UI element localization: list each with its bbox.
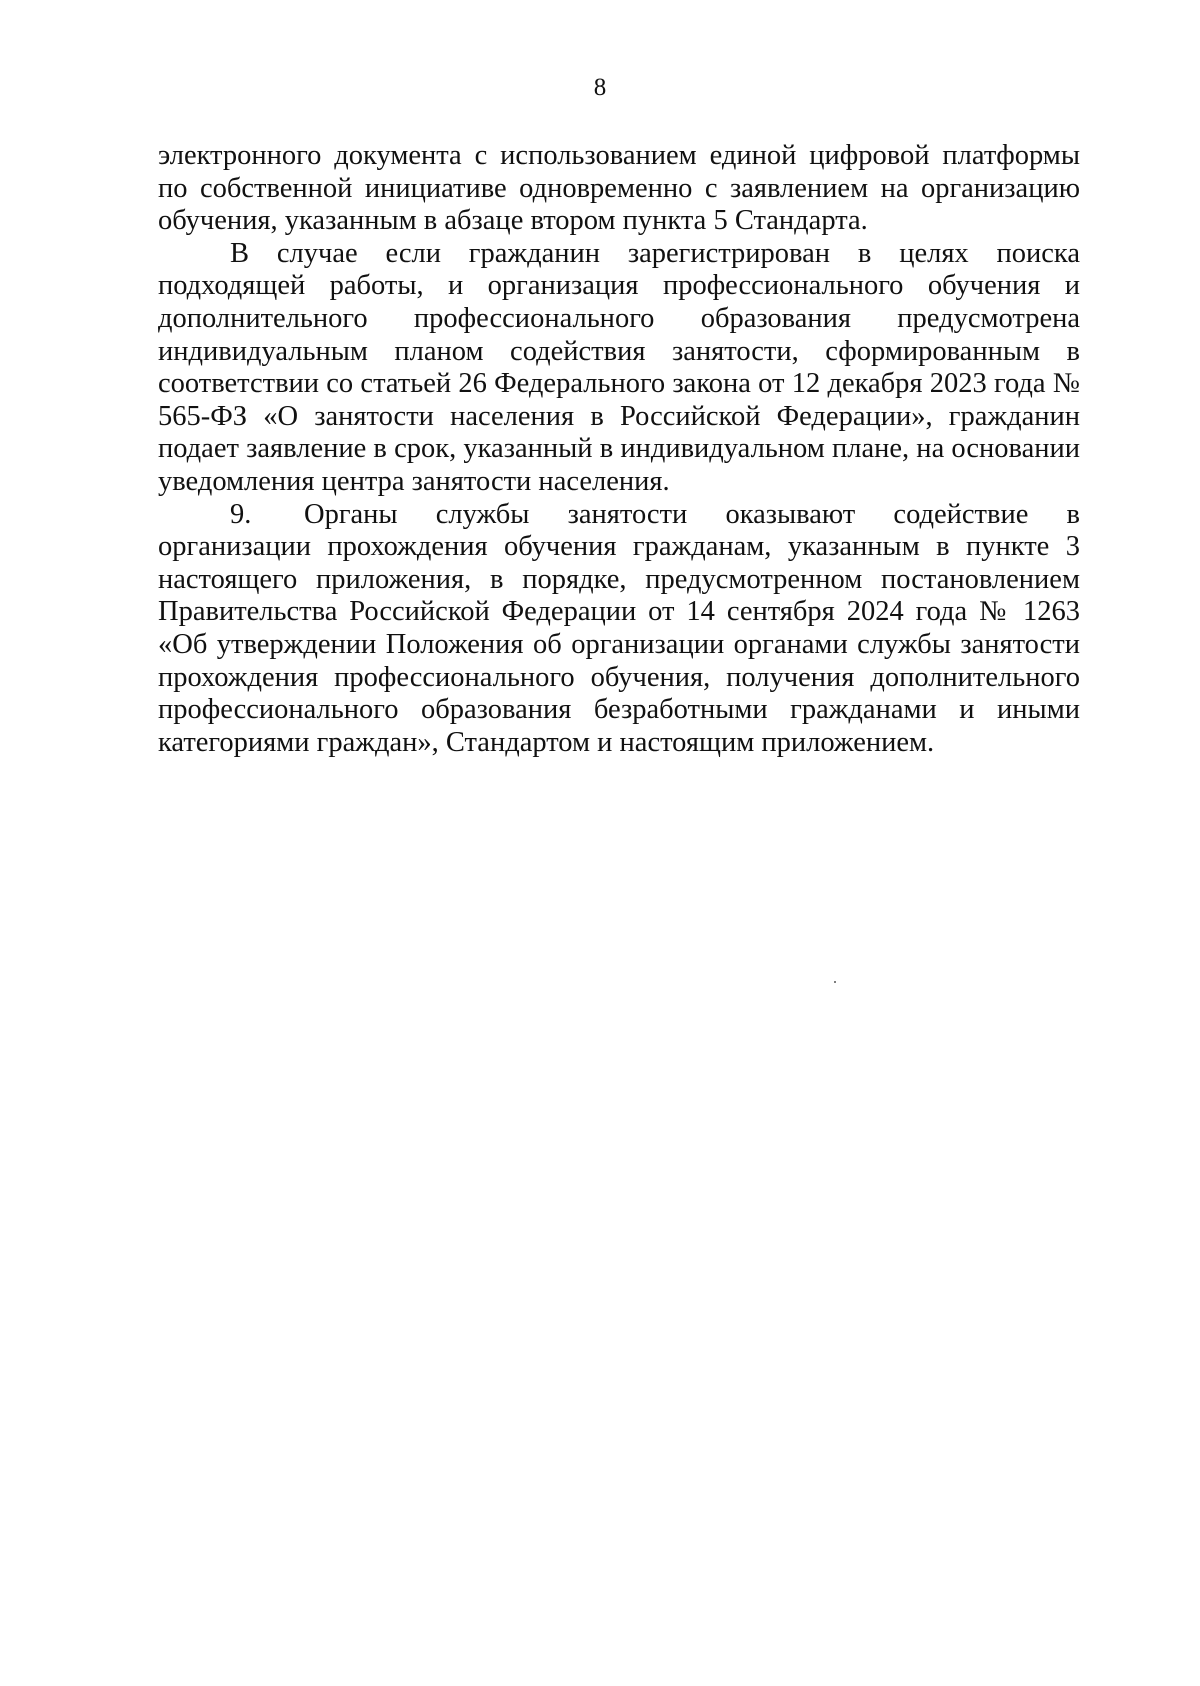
paragraph-item-9 <box>158 499 1080 760</box>
page-number: 8 <box>593 74 607 101</box>
paragraph-registered-citizen: В случае если гражданин зарегистрирован в целях поиска подходящей работы, и организация профессионального обучения и дополнительного профессионального образования предусмотрена индивидуальным планом содействия занятости, сформированным в соответствии со статьей 26 Федерального закона от 12 декабря 2023 года № 565-ФЗ «О занятости населения в Российской Федерации», гражданин подает заявление в срок, указанный в индивидуальном плане, на основании уведомления центра занятости населения. <box>158 237 1080 497</box>
scan-speck <box>834 981 836 983</box>
item-9-text: Органы службы занятости оказывают содействие в организации прохождения обучения гражданам, указанным в пункте 3 настоящего приложения, в порядке, предусмотренном постановлением Правительства Российской Федерации от 14 сентября 2024 года № 1263 «Об утверждении Положения об организации органами службы занятости прохождения профессионального обучения, получения дополнительного профессионального образования безработными гражданами и иными категориями граждан», Стандартом и настоящим приложением. <box>158 498 1080 758</box>
paragraph-continuation: электронного документа с использованием единой цифровой платформы по собственной инициативе одновременно с заявлением на организацию обучения, указанным в абзаце втором пункта 5 Стандарта. <box>158 140 1080 237</box>
document-body <box>158 140 1080 759</box>
item-number: 9. <box>230 498 252 530</box>
